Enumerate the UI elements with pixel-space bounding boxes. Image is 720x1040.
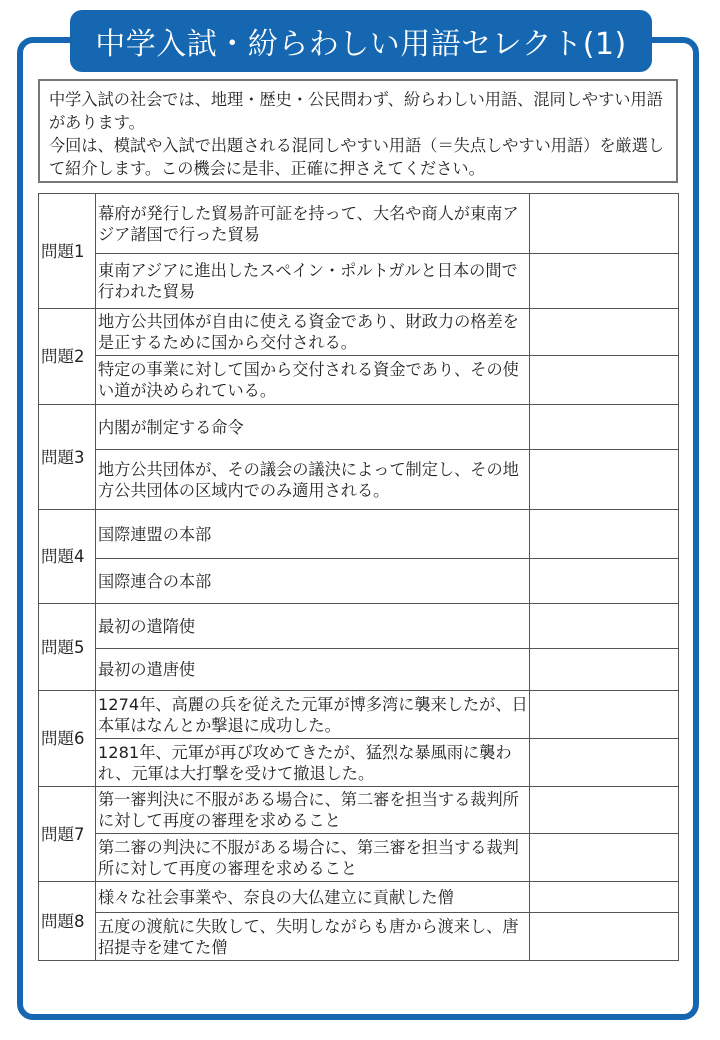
question-description: 第二審の判決に不服がある場合に、第三審を担当する裁判所に対して再度の審理を求めること [96, 834, 530, 882]
answer-cell[interactable] [530, 787, 679, 834]
table-row [39, 194, 679, 254]
question-description: 地方公共団体が自由に使える資金であり、財政力の格差を是正するために国から交付される。 [96, 309, 530, 356]
question-label: 問題5 [39, 604, 96, 691]
table-row [39, 691, 679, 739]
question-description: 1281年、元軍が再び攻めてきたが、猛烈な暴風雨に襲われ、元軍は大打撃を受けて撤退した。 [96, 739, 530, 787]
table-row [39, 739, 679, 787]
answer-cell[interactable] [530, 194, 679, 254]
table-row [39, 450, 679, 510]
answer-cell[interactable] [530, 356, 679, 405]
question-description: 五度の渡航に失敗して、失明しながらも唐から渡来し、唐招提寺を建てた僧 [96, 913, 530, 961]
answer-cell[interactable] [530, 882, 679, 913]
question-description: 内閣が制定する命令 [96, 405, 530, 450]
question-label: 問題6 [39, 691, 96, 787]
answer-cell[interactable] [530, 559, 679, 604]
question-description: 1274年、高麗の兵を従えた元軍が博多湾に襲来したが、日本軍はなんとか撃退に成功した。 [96, 691, 530, 739]
intro-text-1: 中学入試の社会では、地理・歴史・公民問わず、紛らわしい用語、混同しやすい用語があります。 [49, 90, 663, 132]
question-description: 幕府が発行した貿易許可証を持って、大名や商人が東南アジア諸国で行った貿易 [96, 194, 530, 254]
question-description: 特定の事業に対して国から交付される資金であり、その使い道が決められている。 [96, 356, 530, 405]
answer-cell[interactable] [530, 405, 679, 450]
intro-text-2: 今回は、模試や入試で出題される混同しやすい用語（＝失点しやすい用語）を厳選して紹介します。この機会に是非、正確に押さえてください。 [49, 136, 665, 178]
quiz-table [38, 193, 679, 961]
question-description: 東南アジアに進出したスペイン・ポルトガルと日本の間で行われた貿易 [96, 254, 530, 309]
table-row [39, 913, 679, 961]
table-row [39, 649, 679, 691]
table-row [39, 356, 679, 405]
answer-cell[interactable] [530, 739, 679, 787]
table-row [39, 787, 679, 834]
answer-cell[interactable] [530, 913, 679, 961]
question-label: 問題8 [39, 882, 96, 961]
answer-cell[interactable] [530, 450, 679, 510]
table-row [39, 309, 679, 356]
answer-cell[interactable] [530, 510, 679, 559]
question-description: 国際連合の本部 [96, 559, 530, 604]
intro-box [38, 79, 678, 183]
answer-cell[interactable] [530, 691, 679, 739]
question-label: 問題4 [39, 510, 96, 604]
table-row [39, 604, 679, 649]
question-label: 問題2 [39, 309, 96, 405]
question-label: 問題7 [39, 787, 96, 882]
question-description: 最初の遣唐使 [96, 649, 530, 691]
answer-cell[interactable] [530, 834, 679, 882]
answer-cell[interactable] [530, 604, 679, 649]
table-row [39, 510, 679, 559]
question-description: 様々な社会事業や、奈良の大仏建立に貢献した僧 [96, 882, 530, 913]
answer-cell[interactable] [530, 649, 679, 691]
question-description: 国際連盟の本部 [96, 510, 530, 559]
question-description: 地方公共団体が、その議会の議決によって制定し、その地方公共団体の区域内でのみ適用される。 [96, 450, 530, 510]
table-row [39, 882, 679, 913]
title-banner [70, 10, 652, 72]
question-description: 第一審判決に不服がある場合に、第二審を担当する裁判所に対して再度の審理を求めること [96, 787, 530, 834]
table-row [39, 405, 679, 450]
table-row [39, 834, 679, 882]
table-row [39, 559, 679, 604]
answer-cell[interactable] [530, 309, 679, 356]
question-description: 最初の遣隋使 [96, 604, 530, 649]
table-row [39, 254, 679, 309]
question-label: 問題1 [39, 194, 96, 309]
answer-cell[interactable] [530, 254, 679, 309]
question-label: 問題3 [39, 405, 96, 510]
page-title: 中学入試・紛らわしい用語セレクト(1) [95, 27, 627, 62]
